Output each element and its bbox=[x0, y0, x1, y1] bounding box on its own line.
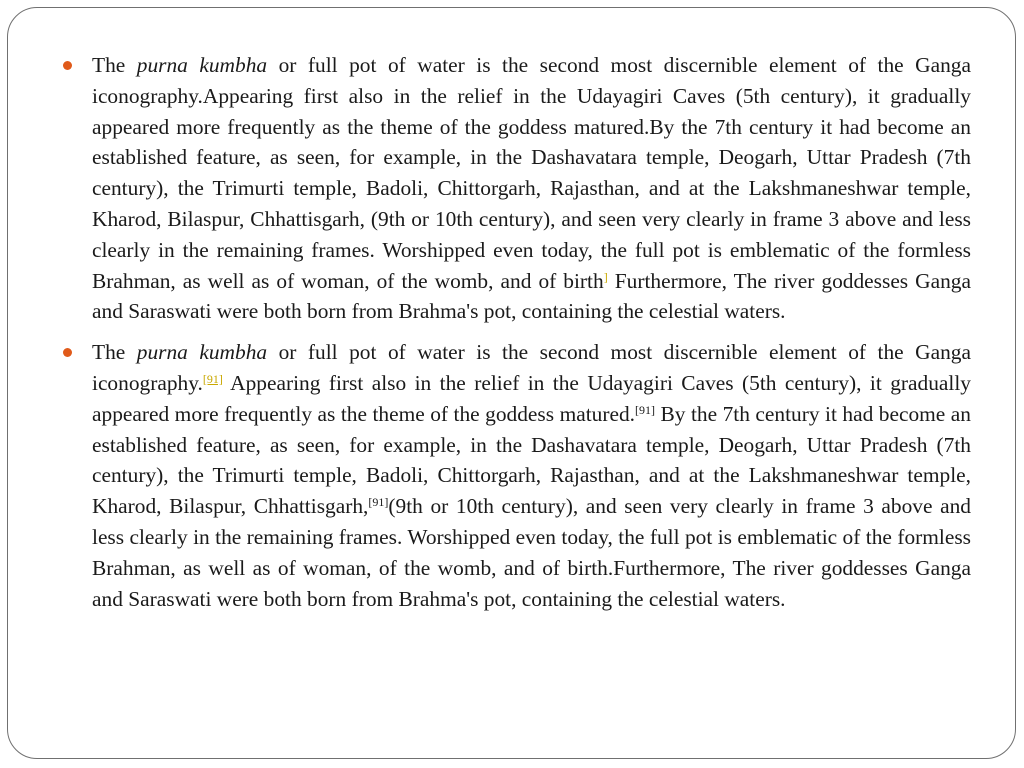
citation-marker: [91] bbox=[368, 495, 389, 510]
citation-link[interactable]: ] bbox=[603, 269, 608, 284]
text-segment: By the 7th century it had become an established feature, as seen, for example, in the Dashavatara temple, Deogarh, Uttar Pradesh (7th century), the Trimurti temple, Badoli, Chittorgarh, Rajasthan, and at the Lakshmaneshwar temple, Kharod, Bilaspur, Chhattisgarh, bbox=[92, 401, 971, 519]
citation-marker: [91] bbox=[635, 402, 655, 417]
term-purna-kumbha: purna kumbha bbox=[136, 340, 268, 365]
text-segment: (9th or 10th century), and seen very clearly in frame 3 above and less clearly in the remaining frames. Worshipped even today, the full pot is emblematic of the formless Brahman, as well as of woman, of the womb, and of birth.Furthermore, The river goddesses Ganga and Saraswati were both born from Brahma's pot, containing the celestial waters. bbox=[92, 494, 972, 611]
bullet-paragraph-2 bbox=[92, 337, 971, 614]
text-segment: The bbox=[92, 53, 137, 77]
slide-content bbox=[92, 50, 971, 624]
citation-link[interactable]: [91] bbox=[202, 371, 223, 386]
text-segment: or full pot of water is the second most discernible element of the Ganga iconography.Appearing first also in the relief in the Udayagiri Caves (5th century), it gradually appeared more frequently as the theme of the goddess matured.By the 7th century it had become an established feature, as seen, for example, in the Dashavatara temple, Deogarh, Uttar Pradesh (7th century), the Trimurti temple, Badoli, Chittorgarh, Rajasthan, and at the Lakshmaneshwar temple, Kharod, Bilaspur, Chhattisgarh, (9th or 10th century), and seen very clearly in frame 3 above and less clearly in the remaining frames. Worshipped even today, the full pot is emblematic of the formless Brahman, as well as of woman, of the womb, and of birth bbox=[92, 53, 971, 293]
text-segment: Furthermore, The river goddesses Ganga and Saraswati were both born from Brahma's pot, containing the celestial waters. bbox=[92, 268, 972, 324]
bullet-dot-icon bbox=[63, 61, 72, 70]
bullet-paragraph-1 bbox=[92, 50, 971, 327]
text-segment: Appearing first also in the relief in the Udayagiri Caves (5th century), it gradually appeared more frequently as the theme of the goddess matured. bbox=[92, 370, 971, 426]
term-purna-kumbha: purna kumbha bbox=[136, 53, 268, 77]
text-segment: The bbox=[92, 340, 137, 365]
slide-frame bbox=[7, 7, 1016, 759]
bullet-dot-icon bbox=[63, 348, 72, 357]
text-segment: or full pot of water is the second most discernible element of the Ganga iconography. bbox=[92, 340, 971, 395]
